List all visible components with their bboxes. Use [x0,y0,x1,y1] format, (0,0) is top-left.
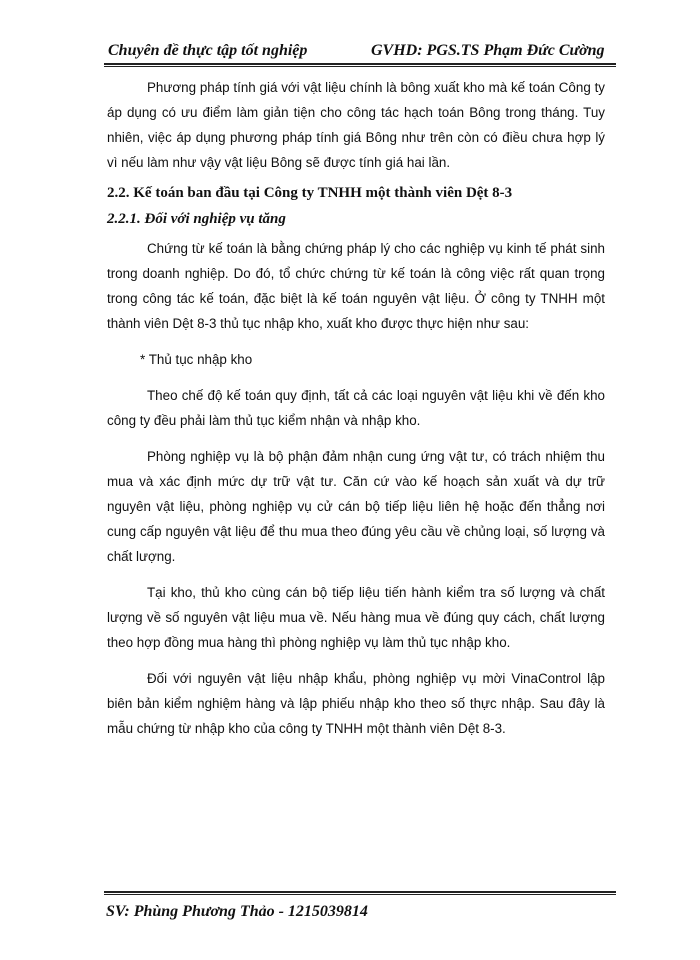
paragraph-regulation: Theo chế độ kế toán quy định, tất cả các loại nguyên vật liệu khi về đến kho công ty đều phải làm thủ tục kiểm nhận và nhập kho. [107,388,605,428]
section-heading: 2.2. Kế toán ban đầu tại Công ty TNHH một thành viên Dệt 8-3 [107,185,513,201]
paragraph-documents: Chứng từ kế toán là bằng chứng pháp lý cho các nghiệp vụ kinh tế phát sinh trong doanh nghiệp. Do đó, tổ chức chứng từ kế toán là công việc rất quan trọng trong công tác kế toán, đặc biệt là kế toán nguyên vật liệu. Ở công ty TNHH một thành viên Dệt 8-3 thủ tục nhập kho, xuất kho được thực hiện như sau: [107,241,605,331]
footer-rule-thin [104,894,616,895]
page-footer: SV: Phùng Phương Thảo - 1215039814 [106,903,368,920]
intro-paragraph: Phương pháp tính giá với vật liệu chính là bông xuất kho mà kế toán Công ty áp dụng có ưu điểm làm giản tiện cho công tác hạch toán Bông trong tháng. Tuy nhiên, việc áp dụng phương pháp tính giá Bông như trên còn có điều chưa hợp lý vì nếu làm như vậy vật liệu Bông sẽ được tính giá hai lần. [107,80,605,170]
header-rule-thick [104,63,616,65]
bullet-procedure: * Thủ tục nhập kho [140,352,253,367]
document-body [107,75,605,741]
header-rule-thin [104,66,616,67]
header-title: Chuyên đề thực tập tốt nghiệp [108,42,308,59]
header-supervisor: GVHD: PGS.TS Phạm Đức Cường [371,42,605,59]
paragraph-warehouse: Tại kho, thủ kho cùng cán bộ tiếp liệu tiến hành kiểm tra số lượng và chất lượng về số nguyên vật liệu mua về. Nếu hàng mua về đúng quy cách, chất lượng theo hợp đồng mua hàng thì phòng nghiệp vụ làm thủ tục nhập kho. [107,585,605,650]
footer-rule-thick [104,891,616,893]
paragraph-department: Phòng nghiệp vụ là bộ phận đảm nhận cung ứng vật tư, có trách nhiệm thu mua và xác định mức dự trữ vật tư. Căn cứ vào kế hoạch sản xuất và dự trữ nguyên vật liệu, phòng nghiệp vụ cử cán bộ tiếp liệu liên hệ hoặc đến thẳng nơi cung cấp nguyên vật liệu để thu mua theo đúng yêu cầu về chủng loại, số lượng và chất lượng. [107,449,605,564]
paragraph-import: Đối với nguyên vật liệu nhập khẩu, phòng nghiệp vụ mời VinaControl lập biên bản kiểm nghiệm hàng và lập phiếu nhập kho theo số thực nhập. Sau đây là mẫu chứng từ nhập kho của công ty TNHH một thành viên Dệt 8-3. [107,671,605,736]
page-header [108,40,613,64]
subsection-heading: 2.2.1. Đối với nghiệp vụ tăng [107,211,286,227]
